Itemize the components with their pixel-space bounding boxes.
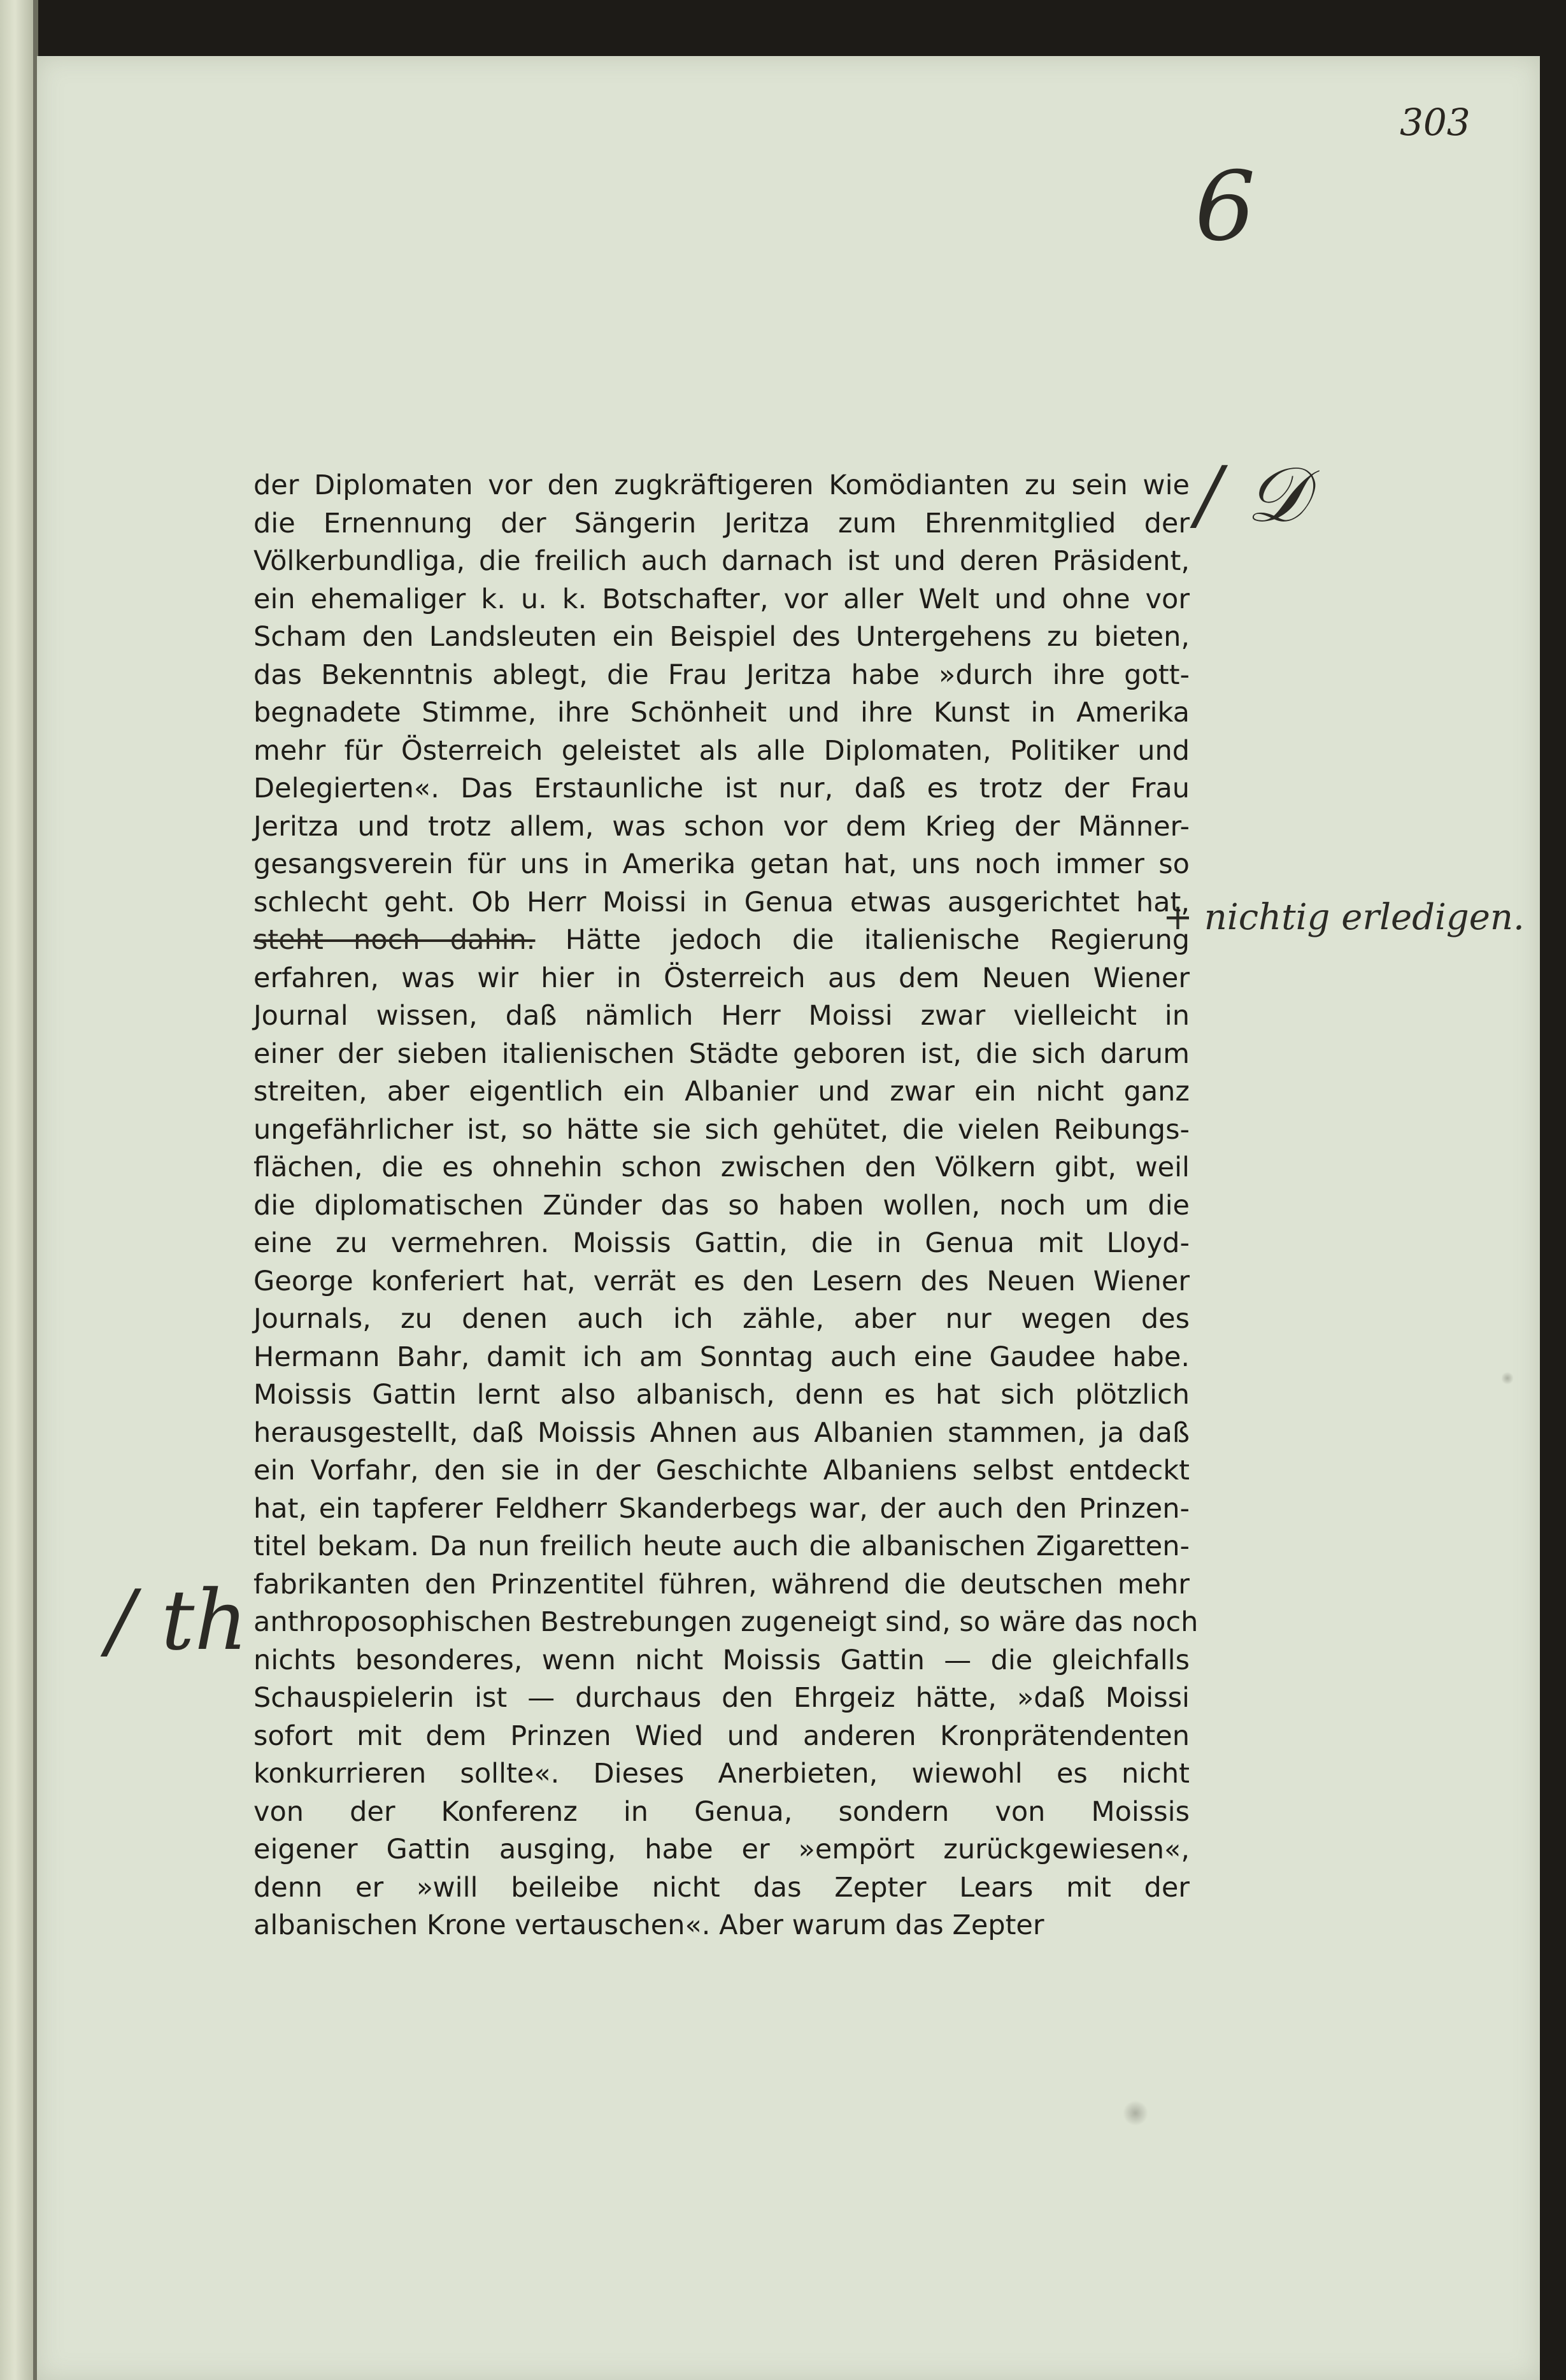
text-line: Völkerbundliga, die freilich auch darnach ist und deren Präsident, [253,545,1190,577]
text-line: Delegierten«. Das Erstaunliche ist nur, daß es trotz der Frau [253,773,1190,804]
text-line: Jeritza und trotz allem, was schon vor dem Krieg der Männer- [253,810,1190,843]
text-line: George konferiert hat, verrät es den Lesern des Neuen Wiener [253,1265,1190,1297]
text-line: fabrikanten den Prinzentitel führen, während die deutschen mehr [253,1568,1190,1600]
text-after-strike: Hätte jedoch die italienische Regierung [565,924,1190,956]
text-line: herausgestellt, daß Moissis Ahnen aus Albanien stammen, ja daß [253,1416,1190,1449]
text-line: Scham den Landsleuten ein Beispiel des Untergehens zu bieten, [253,621,1190,653]
text-line: die diplomatischen Zünder das so haben wollen, noch um die [253,1189,1190,1222]
text-line: schlecht geht. Ob Herr Moissi in Genua etwas ausgerichtet hat, [253,886,1190,918]
text-line: titel bekam. Da nun freilich heute auch die albanischen Zigaretten- [253,1530,1190,1562]
paper-sheet [37,56,1540,2380]
text-line: mehr für Österreich geleistet als alle Diplomaten, Politiker und [253,734,1190,767]
text-line: hat, ein tapferer Feldherr Skanderbegs war, der auch den Prinzen- [253,1492,1190,1525]
text-line: Journals, zu denen auch ich zähle, aber nur wegen des [253,1303,1190,1335]
text-line: von der Konferenz in Genua, sondern von Moissis [253,1795,1190,1828]
struck-text: steht noch dahin. [253,924,536,956]
handwritten-insertion-note: + nichtig erledigen. [1163,897,1525,938]
text-line: albanischen Krone vertauschen«. Aber warum das Zepter [253,1909,1044,1941]
text-line: Journal wissen, daß nämlich Herr Moissi zwar vielleicht in [253,1000,1190,1032]
text-line: eigener Gattin ausging, habe er »empört zurückgewiesen«, [253,1834,1190,1865]
text-line: anthroposophischen Bestrebungen zugeneigt sind, so wäre das noch [253,1606,1199,1638]
text-line: die Ernennung der Sängerin Jeritza zum Ehrenmitglied der [253,507,1190,539]
body-text [253,467,1199,1945]
paper-speck [1123,2100,1148,2126]
struck-text-line [253,922,1190,960]
text-line: konkurrieren sollte«. Dieses Anerbieten, wiewohl es nicht [253,1758,1190,1790]
text-line: ein ehemaliger k. u. k. Botschafter, vor aller Welt und ohne vor [253,583,1190,615]
text-line: streiten, aber eigentlich ein Albanier und zwar ein nicht ganz [253,1076,1190,1108]
text-line: eine zu vermehren. Moissis Gattin, die in Genua mit Lloyd- [253,1227,1190,1259]
page-number: 303 [1400,101,1470,144]
text-line: denn er »will beileibe nicht das Zepter Lears mit der [253,1871,1190,1904]
text-line: ungefährlicher ist, so hätte sie sich gehütet, die vielen Reibungs- [253,1113,1190,1146]
text-line: einer der sieben italienischen Städte geboren ist, die sich darum [253,1037,1190,1070]
text-line: Hermann Bahr, damit ich am Sonntag auch eine Gaudee habe. [253,1341,1190,1373]
book-binding [0,0,33,2380]
text-line: ein Vorfahr, den sie in der Geschichte Albaniens selbst entdeckt [253,1455,1190,1486]
text-line: sofort mit dem Prinzen Wied und anderen Kronprätendenten [253,1720,1190,1752]
paper-speck [1502,1371,1513,1385]
text-line: das Bekenntnis ablegt, die Frau Jeritza habe »durch ihre gott- [253,659,1190,691]
handwritten-folio-mark: 6 [1195,152,1256,262]
text-line: erfahren, was wir hier in Österreich aus dem Neuen Wiener [253,962,1190,994]
text-line: Moissis Gattin lernt also albanisch, denn es hat sich plötzlich [253,1379,1190,1411]
text-line: flächen, die es ohnehin schon zwischen den Völkern gibt, weil [253,1151,1190,1183]
text-line: nichts besonderes, wenn nicht Moissis Gattin — die gleichfalls [253,1644,1190,1676]
text-line: begnadete Stimme, ihre Schönheit und ihre Kunst in Amerika [253,697,1190,729]
handwritten-margin-note-left: / th [107,1572,248,1669]
text-line: gesangsverein für uns in Amerika getan hat, uns noch immer so [253,848,1190,880]
handwritten-margin-note-top-right: / 𝒟 [1196,451,1307,539]
text-line: Schauspielerin ist — durchaus den Ehrgeiz hätte, »daß Moissi [253,1682,1190,1714]
text-line: der Diplomaten vor den zugkräftigeren Komödianten zu sein wie [253,469,1190,501]
